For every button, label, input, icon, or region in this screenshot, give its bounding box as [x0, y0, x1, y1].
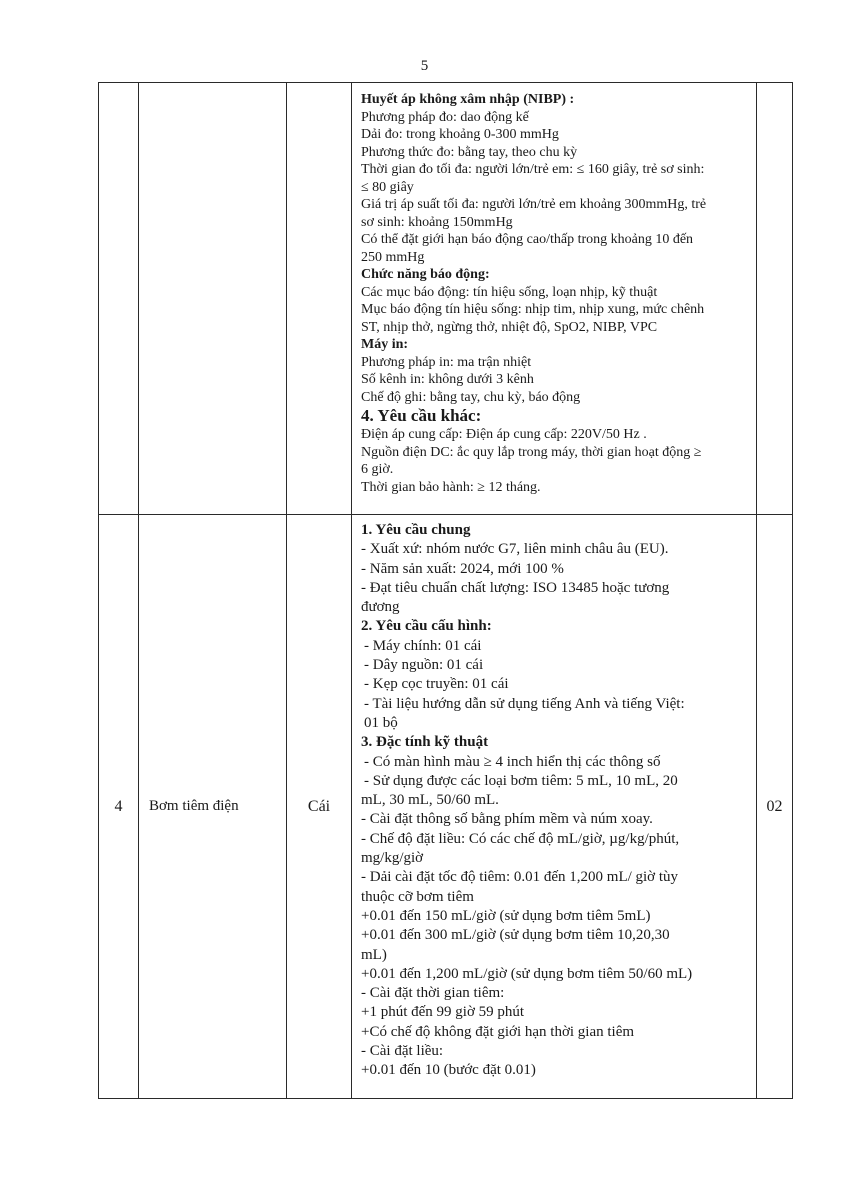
row-quantity: 02: [757, 515, 793, 1099]
spec-line: - Tài liệu hướng dẫn sử dụng tiếng Anh và tiếng Việt:: [364, 695, 685, 712]
section-heading: 2. Yêu cầu cấu hình:: [361, 618, 492, 635]
spec-line: mg/kg/giờ: [361, 850, 424, 867]
spec-line: Mục báo động tín hiệu sống: nhịp tim, nhịp xung, mức chênh: [361, 302, 705, 317]
spec-line: Số kênh in: không dưới 3 kênh: [361, 372, 534, 387]
spec-line: - Cài đặt thời gian tiêm:: [361, 985, 505, 1002]
spec-line: mL, 30 mL, 50/60 mL.: [361, 792, 499, 809]
spec-line: +0.01 đến 1,200 mL/giờ (sử dụng bơm tiêm 50/60 mL): [361, 965, 693, 982]
spec-line: - Cài đặt thông số bằng phím mềm và núm xoay.: [361, 811, 653, 828]
spec-line: - Chế độ đặt liều: Có các chế độ mL/giờ, µg/kg/phút,: [361, 830, 680, 847]
spec-line: - Năm sản xuất: 2024, mới 100 %: [361, 560, 564, 577]
section-heading: 4. Yêu cầu khác:: [361, 406, 482, 425]
spec-line: - Dải cài đặt tốc độ tiêm: 0.01 đến 1,200 mL/ giờ tùy: [361, 869, 679, 886]
spec-line: +Có chế độ không đặt giới hạn thời gian tiêm: [361, 1023, 635, 1040]
spec-line: - Cài đặt liều:: [361, 1043, 444, 1060]
spec-line: - Máy chính: 01 cái: [364, 637, 482, 654]
row-item-name: [139, 83, 287, 515]
row-stt: [99, 83, 139, 515]
spec-line: thuộc cỡ bơm tiêm: [361, 888, 474, 905]
table-row: [99, 83, 793, 515]
spec-line: ≤ 80 giây: [361, 179, 414, 195]
page-number: 5: [420, 58, 429, 74]
spec-line: Giá trị áp suất tối đa: người lớn/trẻ em khoảng 300mmHg, trẻ: [361, 197, 707, 212]
row-unit: Cái: [287, 515, 352, 1099]
spec-line: sơ sinh: khoảng 150mmHg: [361, 214, 513, 230]
spec-line: +1 phút đến 99 giờ 59 phút: [361, 1004, 525, 1021]
spec-line: +0.01 đến 10 (bước đặt 0.01): [361, 1062, 536, 1079]
spec-line: đương: [361, 599, 400, 616]
row-quantity: [757, 83, 793, 515]
spec-line: Chế độ ghi: bằng tay, chu kỳ, báo động: [361, 389, 581, 405]
spec-line: 250 mmHg: [361, 249, 425, 265]
spec-line: Phương pháp in: ma trận nhiệt: [361, 354, 532, 370]
section-heading: Máy in:: [361, 337, 409, 352]
row-unit: [287, 83, 352, 515]
spec-line: mL): [361, 946, 387, 963]
spec-line: - Có màn hình màu ≥ 4 inch hiển thị các thông số: [364, 753, 661, 770]
spec-line: Điện áp cung cấp: Điện áp cung cấp: 220V/50 Hz .: [361, 427, 647, 442]
row-spec-description: [352, 515, 757, 1099]
spec-line: - Dây nguồn: 01 cái: [364, 657, 484, 674]
spec-line: Các mục báo động: tín hiệu sống, loạn nhịp, kỹ thuật: [361, 284, 658, 300]
table-row: [99, 515, 793, 1099]
spec-line: 6 giờ.: [361, 462, 394, 477]
spec-line: - Sử dụng được các loại bơm tiêm: 5 mL, 10 mL, 20: [364, 772, 678, 789]
row-stt: 4: [99, 515, 139, 1099]
row-spec-description: [352, 83, 757, 515]
spec-line: Có thể đặt giới hạn báo động cao/thấp trong khoảng 10 đến: [361, 232, 694, 247]
row-item-name: Bơm tiêm điện: [139, 515, 287, 1099]
spec-line: ST, nhịp thở, ngừng thở, nhiệt độ, SpO2, NIBP, VPC: [361, 319, 658, 335]
spec-lines-syringe-pump: [361, 521, 750, 1081]
spec-line: Thời gian bảo hành: ≥ 12 tháng.: [361, 479, 541, 495]
spec-line: 01 bộ: [364, 714, 398, 731]
section-heading: Huyết áp không xâm nhập (NIBP) :: [361, 92, 575, 107]
spec-table: [98, 82, 793, 1099]
section-heading: Chức năng báo động:: [361, 267, 490, 282]
spec-lines-nibp: [361, 91, 750, 496]
spec-line: Thời gian đo tối đa: người lớn/trẻ em: ≤ 160 giây, trẻ sơ sinh:: [361, 162, 705, 177]
spec-line: - Xuất xứ: nhóm nước G7, liên minh châu âu (EU).: [361, 541, 669, 558]
spec-line: +0.01 đến 300 mL/giờ (sử dụng bơm tiêm 10,20,30: [361, 927, 670, 944]
spec-line: Nguồn điện DC: ắc quy lắp trong máy, thời gian hoạt động ≥: [361, 444, 702, 460]
spec-line: Phương pháp đo: dao động kế: [361, 109, 529, 125]
section-heading: 3. Đặc tính kỹ thuật: [361, 734, 489, 751]
spec-line: +0.01 đến 150 mL/giờ (sử dụng bơm tiêm 5mL): [361, 907, 651, 924]
spec-line: - Đạt tiêu chuẩn chất lượng: ISO 13485 hoặc tương: [361, 579, 670, 596]
spec-line: Dải đo: trong khoảng 0-300 mmHg: [361, 127, 559, 142]
spec-line: Phương thức đo: bằng tay, theo chu kỳ: [361, 144, 578, 160]
spec-line: - Kẹp cọc truyền: 01 cái: [364, 676, 509, 693]
section-heading: 1. Yêu cầu chung: [361, 522, 471, 538]
